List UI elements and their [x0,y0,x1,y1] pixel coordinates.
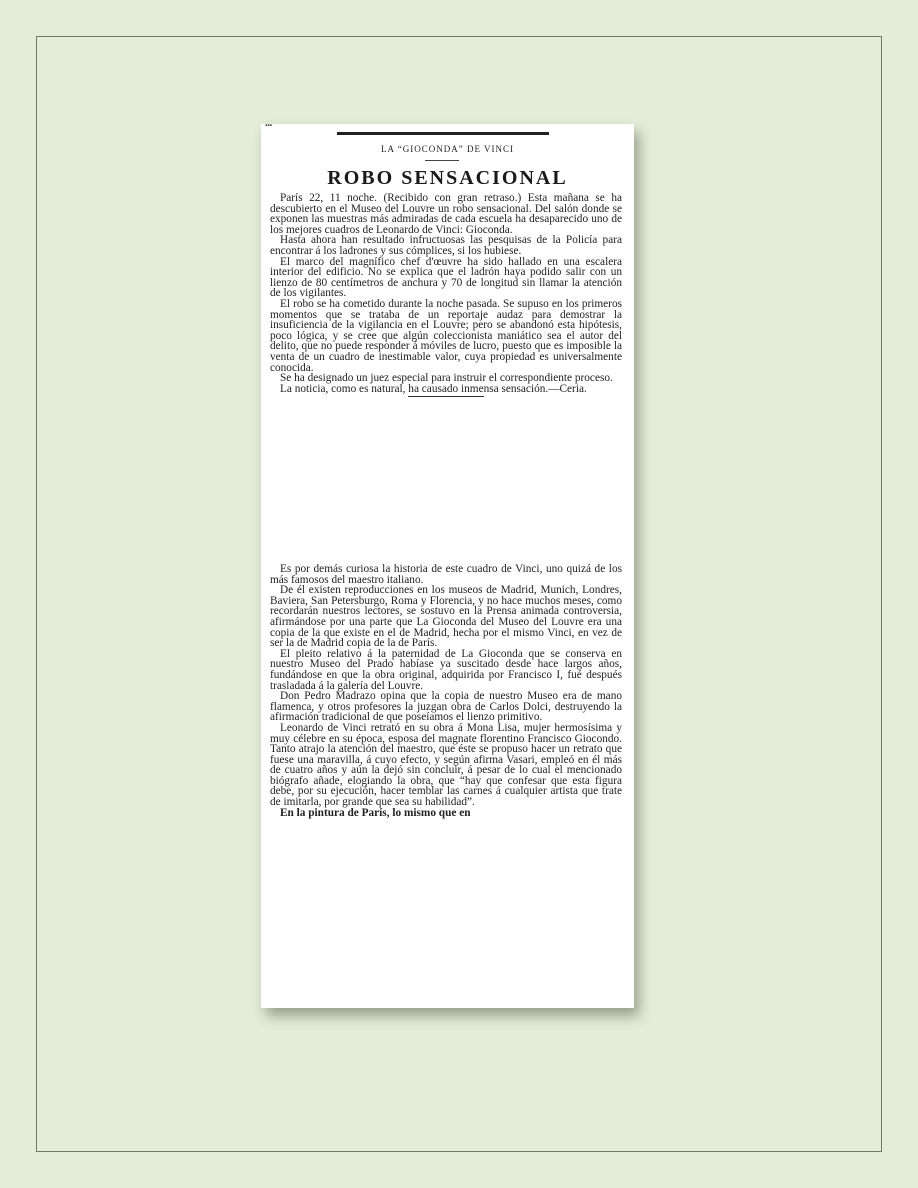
paragraph: De él existen reproducciones en los museos de Madrid, Munich, Londres, Baviera, San Petersburgo, Roma y Florencia, y no hace muchos meses, como recordarán nuestros lectores, se sostuvo en la Prensa animada controversia, afirmándose por una parte que La Gioconda del Museo del Louvre era una copia de la que existe en el de Madrid, hecha por el mismo Vinci, en vez de ser la de Madrid copia de la de París. [270,584,622,650]
article-body-part2 [270,564,622,818]
paragraph: Es por demás curiosa la historia de este cuadro de Vinci, uno quizá de los más famosos del maestro italiano. [270,563,622,586]
paragraph: La noticia, como es natural, ha causado inmensa sensación.—Ceria. [280,382,587,395]
rule-short [425,160,459,161]
paragraph: Hasta ahora han resultado infructuosas las pesquisas de la Policía para encontrar á los ladrones y sus cómplices, si los hubiese. [270,234,622,257]
paragraph: Se ha designado un juez especial para instruir el correspondiente proceso. [280,372,613,385]
newspaper-clipping [261,117,634,1008]
rule-top [337,132,549,135]
headline: ROBO SENSACIONAL [327,167,568,189]
final-line: En la pintura de París, lo mismo que en [280,806,471,819]
paragraph: París 22, 11 noche. (Recibido con gran retraso.) Esta mañana se ha descubierto en el Museo del Louvre un robo sensacional. Del salón donde se exponen las muestras más admiradas de cada escuela ha desaparecido uno de los mejores cuadros de Leonardo de Vinci: Gioconda. [270,192,622,236]
kicker: LA “GIOCONDA” DE VINCI [380,144,515,154]
paragraph: Leonardo de Vinci retrató en su obra á Mona Lisa, mujer hermosísima y muy célebre en su época, esposa del magnate florentino Francisco Giocondo. Tanto atrajo la atención del maestro, que éste se propuso hacer un retrato que fuese una maravilla, á cuyo efecto, y según afirma Vasari, empleó en él más de cuatro años y aún la dejó sin concluir, á pesar de lo cual el mencionado biógrafo añade, elogiando la obra, que “hay que confesar que esta figura debe, por su ejecución, hacer temblar las carnes á cualquier artista que trate de imitarla, por grande que sea su habilidad”. [270,721,622,809]
article-body-part1 [270,193,622,406]
paragraph: Don Pedro Madrazo opina que la copia de nuestro Museo era de mano flamenca, y otros profesores la juzgan obra de Carlos Dolci, destruyendo la afirmación tradicional de que poseíamos el lienzo primitivo. [270,690,622,724]
paragraph: El marco del magnífico chef d'œuvre ha sido hallado en una escalera interior del edificio. No se explica que el ladrón haya podido salir con un lienzo de 80 centímetros de anchura y 70 de longitud sin llamar la atención de los vigilantes. [270,255,622,300]
separator [408,396,484,397]
paragraph: El robo se ha cometido durante la noche pasada. Se supuso en los primeros momentos que se trataba de un reportaje audaz para demostrar la insuficiencia de la vigilancia en el Louvre; pero se abandonó esta hipótesis, poco lógica, y se cree que algún coleccionista maniático sea el autor del delito, que no puede responder á móviles de lucro, puesto que es imposible la venta de un cuadro de inestimable valor, cuya propiedad es universalmente conocida. [270,297,622,374]
cut-text: ... [265,117,272,129]
paragraph: El pleito relativo á la paternidad de La Gioconda que se conserva en nuestro Museo del Prado habíase ya suscitado desde hace largos años, fundándose en que la obra original, adquirida por Francisco I, fué después trasladada á la galería del Louvre. [270,647,622,692]
